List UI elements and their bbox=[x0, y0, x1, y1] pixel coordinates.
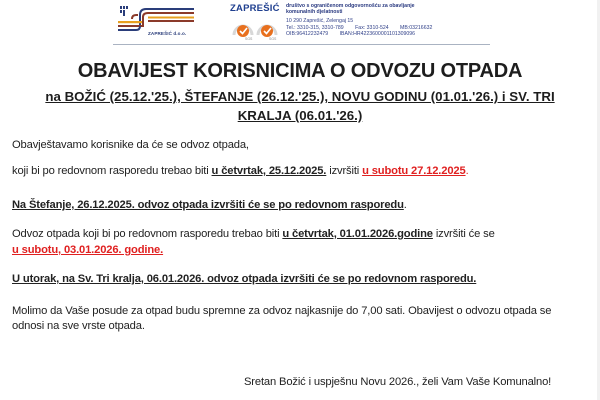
cert-label: SGS bbox=[245, 37, 253, 41]
notice-text: koji bi po redovnom rasporedu trebao biti bbox=[12, 165, 212, 177]
intro-paragraph: Obavještavamo korisnike da će se odvoz otpada, bbox=[12, 139, 249, 151]
company-info bbox=[286, 3, 442, 37]
company-fax: Fax: 3310-524 bbox=[355, 24, 389, 31]
company-tel: Tel.: 3310-315, 3310-789 bbox=[286, 24, 344, 31]
certificate-badge-icon bbox=[256, 19, 278, 41]
logo-text: ZAPREŠIĆ d.o.o. bbox=[148, 31, 187, 36]
readiness-paragraph: Molimo da Vaše posude za otpad budu spremne za odvoz najkasnije do 7,00 sati. Obavijest o odvozu otpada se bbox=[12, 305, 552, 317]
original-date: u četvrtak, 25.12.2025. bbox=[211, 165, 327, 177]
three-kings-notice: U utorak, na Sv. Tri kralja, 06.01.2026. odvoz otpada izvršiti će se po redovnom rasporedu. bbox=[12, 273, 477, 285]
notice-text: Na Štefanje, 26.12.2025. odvoz otpada izvršiti će se po redovnom rasporedu bbox=[12, 199, 404, 211]
page-title: OBAVIJEST KORISNICIMA O ODVOZU OTPADA bbox=[77, 60, 523, 82]
company-mb: MB:03216632 bbox=[400, 24, 433, 31]
brand-name: ZAPREŠIĆ bbox=[230, 3, 280, 14]
original-date: u četvrtak, 01.01.2026.godine bbox=[282, 228, 433, 240]
page-subtitle bbox=[40, 87, 560, 125]
company-description-2: komunalnih djelatnosti bbox=[286, 9, 343, 16]
stefanje-notice bbox=[12, 199, 407, 211]
cert-label: SGS bbox=[269, 37, 277, 41]
logo-cross-icon bbox=[120, 6, 128, 16]
notice-text: izvršiti bbox=[326, 165, 363, 177]
new-date: u subotu 27.12.2025 bbox=[362, 165, 466, 177]
notice-text: . bbox=[465, 165, 469, 177]
readiness-paragraph-2: odnosi na sve vrste otpada. bbox=[12, 320, 145, 332]
company-oib: OIB:96412232479 bbox=[286, 30, 329, 37]
closing-greeting: Sretan Božić i uspješnu Novu 2026., želi Vam Vaše Komunalno! bbox=[244, 376, 552, 388]
notice-text: . bbox=[403, 199, 407, 211]
company-iban: IBAN:HR4223600001101309096 bbox=[339, 30, 416, 37]
new-year-notice bbox=[12, 228, 495, 240]
subtitle-text: na BOŽIĆ (25.12.'25.), ŠTEFANJE (26.12.'25.), NOVU GODINU (01.01.'26.) i SV. TRI KRALJA (06.01.'26.) bbox=[45, 89, 555, 123]
new-date: u subotu, 03.01.2026. godine. bbox=[12, 244, 164, 256]
notice-text: Odvoz otpada koji bi po redovnom rasporedu trebao biti bbox=[12, 228, 283, 240]
header-divider bbox=[113, 44, 490, 45]
company-address: 10 290 Zaprešić, Zelengaj 15 bbox=[286, 18, 354, 25]
notice-text: izvršiti će se bbox=[432, 228, 495, 240]
christmas-notice bbox=[12, 165, 469, 177]
company-description: društvo s ograničenom odgovornošću za obavljanje bbox=[286, 3, 415, 9]
certificate-badge-icon bbox=[232, 19, 254, 41]
